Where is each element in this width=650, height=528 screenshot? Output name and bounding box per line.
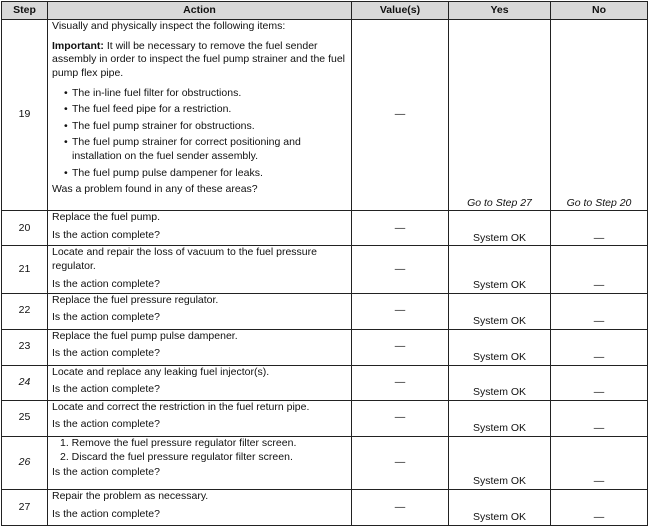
table-row — [2, 246, 648, 293]
table-row — [2, 436, 648, 489]
header-values: Value(s) — [352, 2, 449, 20]
table-row — [2, 211, 648, 246]
action-cell — [48, 365, 352, 400]
value-cell: — — [352, 436, 449, 489]
no-cell: — — [551, 293, 648, 329]
table-row — [2, 20, 648, 211]
action-text: Replace the fuel pump pulse dampener. — [52, 329, 238, 342]
list-item: 1. Remove the fuel pressure regulator filter screen. — [60, 436, 297, 449]
step-number: 24 — [2, 365, 48, 400]
table-row — [2, 400, 648, 436]
no-cell: Go to Step 20 — [551, 20, 648, 211]
action-cell — [48, 436, 352, 489]
step-number: 26 — [2, 436, 48, 489]
action-text: Replace the fuel pump. — [52, 211, 160, 224]
yes-cell: System OK — [449, 329, 551, 365]
no-cell: — — [551, 211, 648, 246]
action-question: Is the action complete? — [52, 347, 160, 360]
table-row — [2, 293, 648, 329]
header-yes: Yes — [449, 2, 551, 20]
action-text: Locate and repair the loss of vacuum to the fuel pressure regulator. — [52, 246, 317, 273]
action-question: Is the action complete? — [52, 229, 160, 242]
value-cell: — — [352, 246, 449, 293]
list-item: • The fuel pump pulse dampener for leaks. — [60, 167, 347, 181]
list-item: • The in-line fuel filter for obstructions. — [60, 87, 347, 101]
table-row — [2, 489, 648, 525]
step-number: 25 — [2, 400, 48, 436]
action-text: Locate and replace any leaking fuel injector(s). — [52, 365, 270, 378]
action-cell — [48, 329, 352, 365]
action-cell — [48, 20, 352, 211]
header-no: No — [551, 2, 648, 20]
value-cell: — — [352, 400, 449, 436]
value-cell: — — [352, 20, 449, 211]
action-text: Locate and correct the restriction in the fuel return pipe. — [52, 400, 310, 413]
action-intro: Visually and physically inspect the following items: — [52, 20, 286, 32]
value-cell: — — [352, 293, 449, 329]
step-number: 22 — [2, 293, 48, 329]
yes-cell: System OK — [449, 436, 551, 489]
header-action: Action — [48, 2, 352, 20]
action-question: Is the action complete? — [52, 466, 160, 479]
no-cell: — — [551, 246, 648, 293]
table-row — [2, 365, 648, 400]
action-cell — [48, 293, 352, 329]
step-number: 23 — [2, 329, 48, 365]
no-cell: — — [551, 365, 648, 400]
important-text: It will be necessary to remove the fuel sender assembly in order to inspect the fuel pump strainer and the fuel pump flex pipe. — [52, 39, 345, 79]
yes-cell: System OK — [449, 293, 551, 329]
important-note — [52, 40, 347, 81]
step-number: 20 — [2, 211, 48, 246]
action-text: Replace the fuel pressure regulator. — [52, 293, 219, 306]
no-cell: — — [551, 489, 648, 525]
value-cell: — — [352, 365, 449, 400]
action-question: Is the action complete? — [52, 418, 160, 431]
list-item: • The fuel pump strainer for obstructions. — [60, 120, 347, 134]
yes-cell: System OK — [449, 489, 551, 525]
action-question: Is the action complete? — [52, 277, 160, 290]
important-label: Important: — [52, 39, 104, 52]
diagnostic-table — [1, 1, 648, 526]
action-question: Was a problem found in any of these areas? — [52, 183, 258, 196]
step-number: 27 — [2, 489, 48, 525]
step-number: 21 — [2, 246, 48, 293]
list-item: • The fuel pump strainer for correct positioning and installation on the fuel sender assembly. — [60, 136, 347, 163]
action-question: Is the action complete? — [52, 507, 160, 520]
action-cell — [48, 400, 352, 436]
value-cell: — — [352, 211, 449, 246]
action-question: Is the action complete? — [52, 383, 160, 396]
value-cell: — — [352, 329, 449, 365]
no-cell: — — [551, 400, 648, 436]
value-cell: — — [352, 489, 449, 525]
action-cell — [48, 211, 352, 246]
action-cell — [48, 489, 352, 525]
no-cell: — — [551, 436, 648, 489]
action-cell — [48, 246, 352, 293]
action-text: Repair the problem as necessary. — [52, 489, 209, 502]
step-number: 19 — [2, 20, 48, 211]
list-item: • The fuel feed pipe for a restriction. — [60, 103, 347, 117]
action-question: Is the action complete? — [52, 311, 160, 324]
yes-cell: System OK — [449, 400, 551, 436]
header-row — [2, 2, 648, 20]
table-row — [2, 329, 648, 365]
yes-cell: Go to Step 27 — [449, 20, 551, 211]
list-item: 2. Discard the fuel pressure regulator filter screen. — [60, 451, 293, 464]
yes-cell: System OK — [449, 211, 551, 246]
yes-cell: System OK — [449, 246, 551, 293]
header-step: Step — [2, 2, 48, 20]
yes-cell: System OK — [449, 365, 551, 400]
no-cell: — — [551, 329, 648, 365]
